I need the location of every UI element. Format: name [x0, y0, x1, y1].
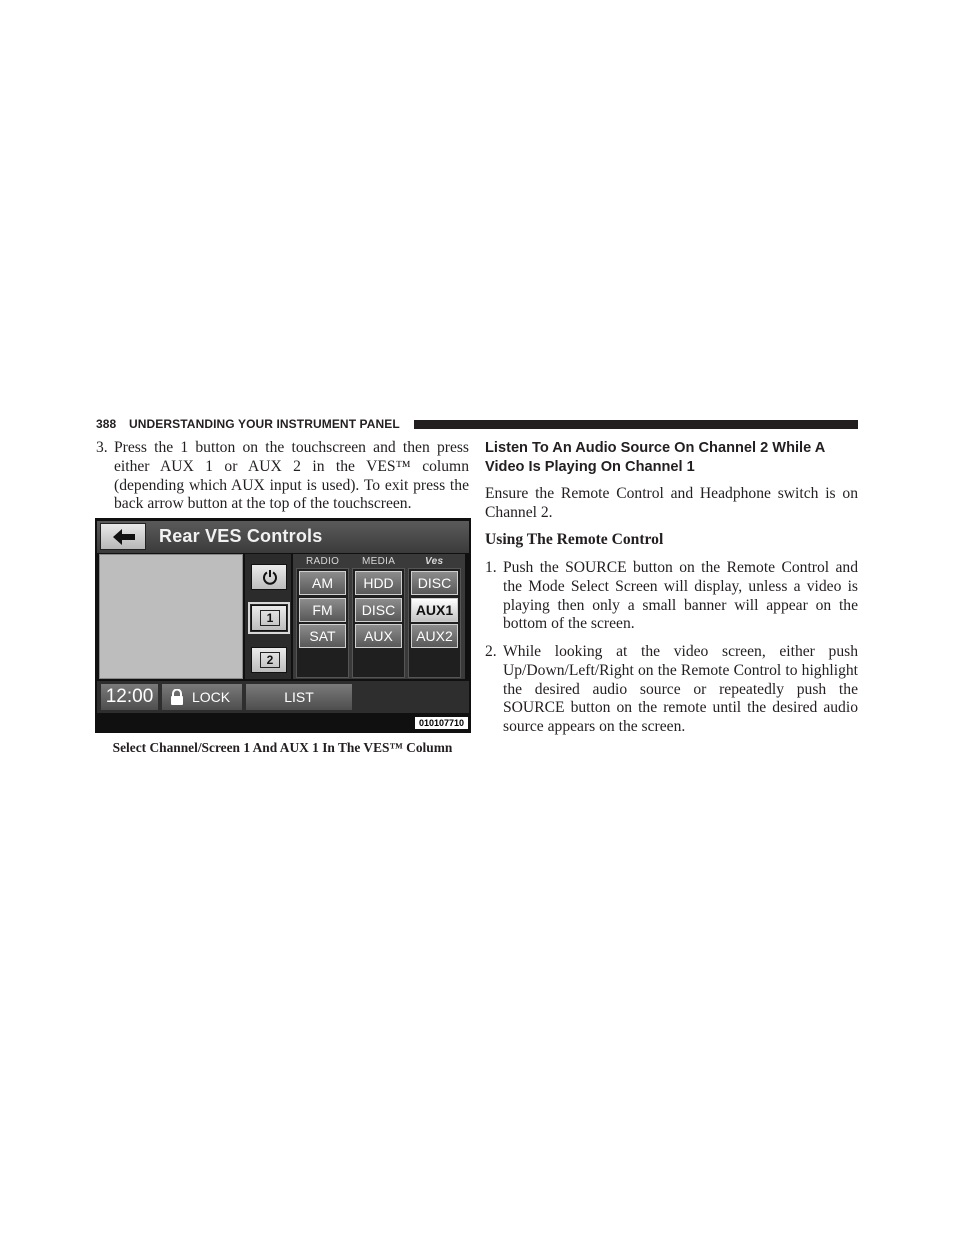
- back-arrow-button[interactable]: [100, 523, 146, 550]
- channel-2-label: 2: [260, 652, 280, 668]
- lock-icon: [170, 689, 184, 705]
- source-sat-button[interactable]: SAT: [299, 624, 346, 648]
- screen-title: Rear VES Controls: [159, 526, 323, 546]
- source-am-button[interactable]: AM: [299, 571, 346, 595]
- subheading: Using The Remote Control: [485, 531, 664, 548]
- lock-label: LOCK: [192, 689, 231, 705]
- clock-button[interactable]: 12:00: [101, 684, 158, 710]
- media-column-header: MEDIA: [362, 556, 396, 567]
- section-title: UNDERSTANDING YOUR INSTRUMENT PANEL: [129, 417, 400, 431]
- list-button[interactable]: LIST: [246, 684, 352, 710]
- source-aux1-button[interactable]: AUX1: [411, 598, 458, 622]
- lock-button[interactable]: [162, 684, 242, 710]
- step-number: 2.: [485, 643, 497, 660]
- power-icon: [262, 569, 278, 585]
- power-button[interactable]: [251, 564, 287, 590]
- source-ves-disc-button[interactable]: DISC: [411, 571, 458, 595]
- page-header: [96, 416, 858, 432]
- channel-1-button[interactable]: [251, 605, 287, 631]
- step-number: 1.: [485, 559, 497, 576]
- source-aux2-button[interactable]: AUX2: [411, 624, 458, 648]
- back-arrow-icon: [113, 529, 135, 545]
- section-heading: Listen To An Audio Source On Channel 2 While A Video Is Playing On Channel 1: [485, 440, 825, 475]
- source-media-disc-button[interactable]: DISC: [355, 598, 402, 622]
- channel-1-label: 1: [260, 610, 280, 626]
- step-text: Push the SOURCE button on the Remote Control and the Mode Select Screen will display, unless a video is playing then only a small banner will appear on the bottom of the screen.: [503, 559, 858, 633]
- figure-code: 010107710: [415, 717, 468, 729]
- figure-caption: Select Channel/Screen 1 And AUX 1 In The VES™ Column: [112, 740, 453, 755]
- header-rule: [414, 420, 858, 429]
- intro-paragraph: Ensure the Remote Control and Headphone switch is on Channel 2.: [485, 485, 858, 521]
- source-hdd-button[interactable]: HDD: [355, 571, 402, 595]
- source-aux-button[interactable]: AUX: [355, 624, 402, 648]
- page-number: 388: [96, 417, 117, 431]
- step-text: While looking at the video screen, either push Up/Down/Left/Right on the Remote Control to highlight the desired audio source or repeatedly push the SOURCE button on the remote until the desired audio source appears on the screen.: [503, 643, 858, 736]
- source-fm-button[interactable]: FM: [299, 598, 346, 622]
- step-number: 3.: [96, 439, 108, 456]
- video-preview-area: [99, 554, 243, 679]
- channel-2-button[interactable]: [251, 647, 287, 673]
- ves-column-header: Ves: [425, 556, 444, 567]
- step-text: Press the 1 button on the touchscreen and then press either AUX 1 or AUX 2 in the VES™ column (depending which AUX input is used). To exit press the back arrow button at the top of the touchscreen.: [114, 439, 469, 513]
- radio-column-header: RADIO: [306, 556, 340, 567]
